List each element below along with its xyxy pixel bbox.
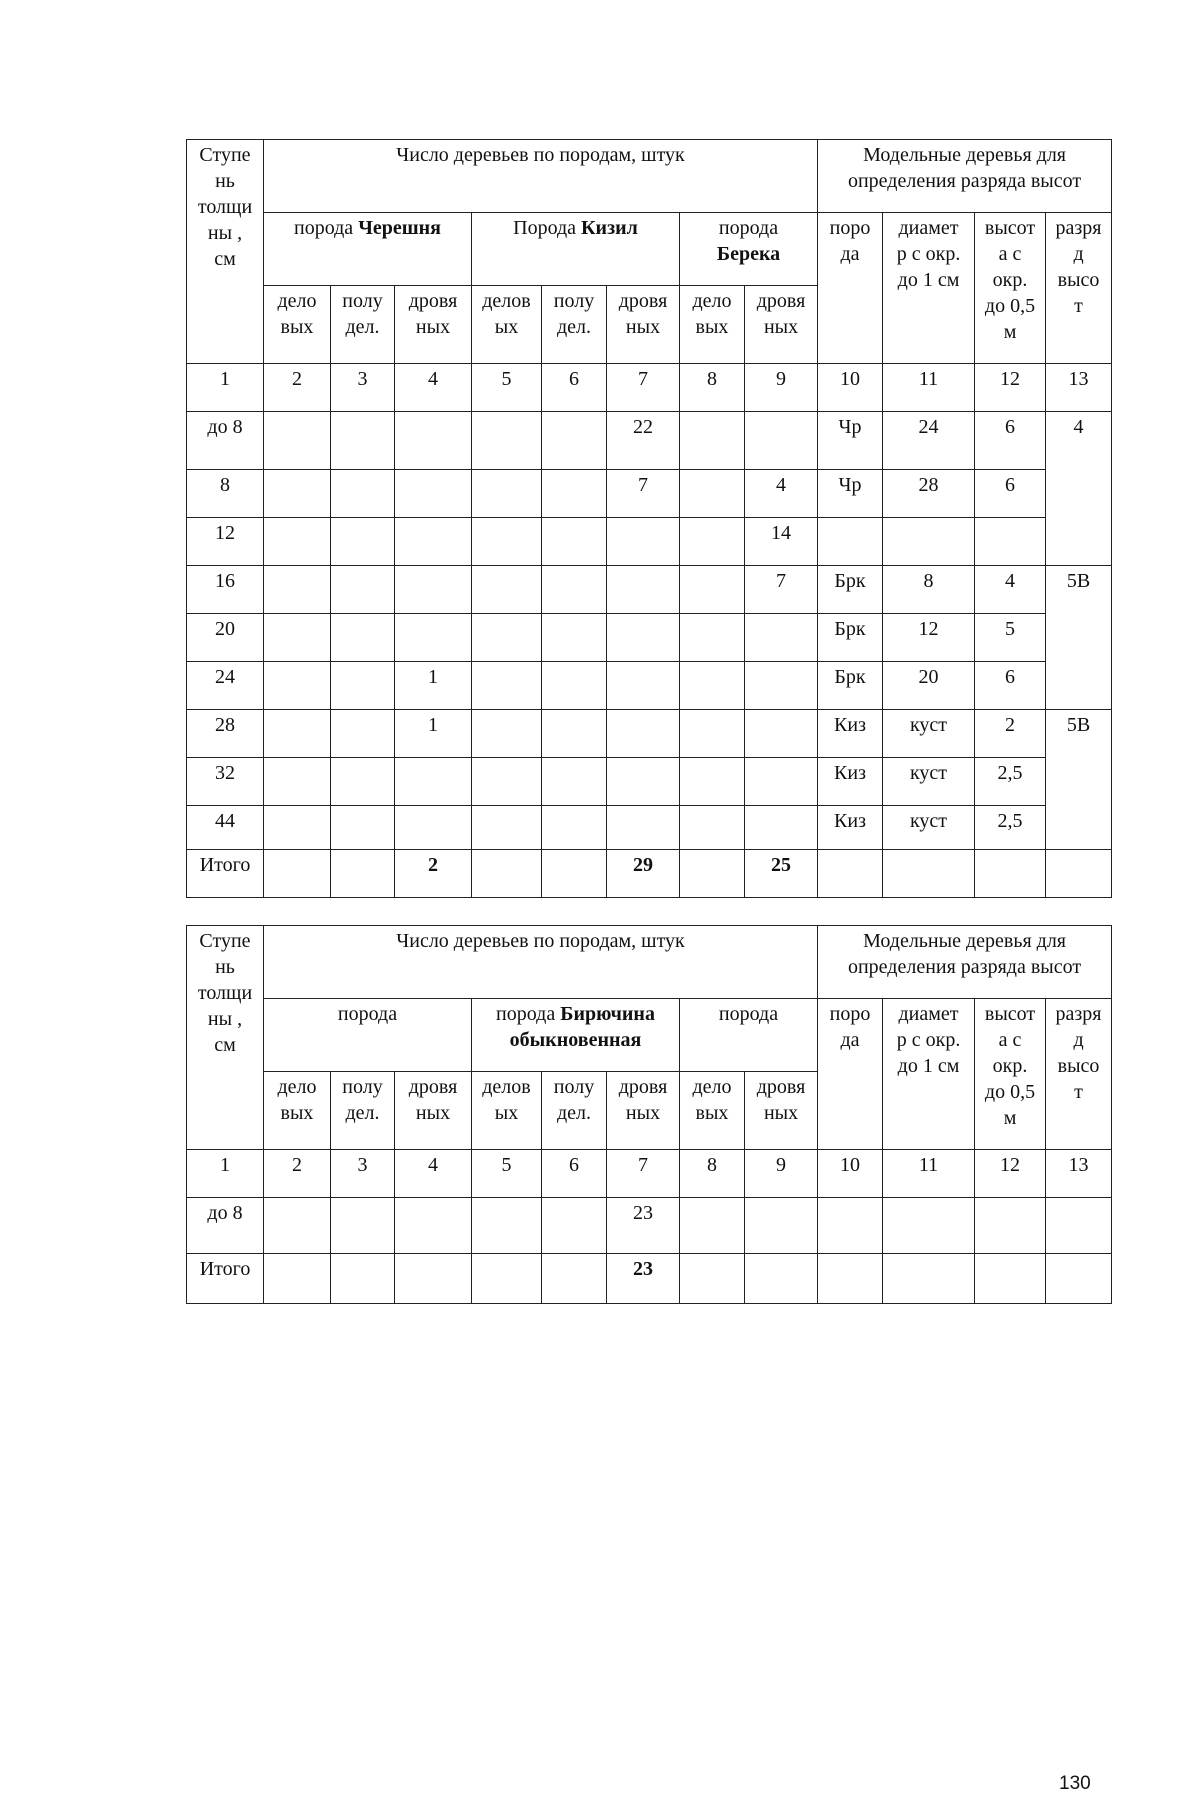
- count-cell: [264, 614, 331, 662]
- count-cell: 22: [607, 412, 680, 470]
- table-row: [187, 710, 1112, 758]
- count-cell: [331, 518, 395, 566]
- height-class: 4: [1046, 412, 1112, 566]
- count-cell: [331, 470, 395, 518]
- count-cell: [607, 806, 680, 850]
- header-poroda: поро да: [818, 213, 883, 364]
- total-cell: [745, 1254, 818, 1304]
- count-cell: [395, 518, 472, 566]
- count-cell: [745, 662, 818, 710]
- count-cell: 7: [745, 566, 818, 614]
- count-cell: [680, 470, 745, 518]
- count-cell: 23: [607, 1198, 680, 1254]
- count-cell: [472, 518, 542, 566]
- column-number: 2: [264, 364, 331, 412]
- model-species: Киз: [818, 806, 883, 850]
- count-cell: [472, 566, 542, 614]
- tree-count-table-1: [186, 139, 1112, 898]
- species-header-3: порода Берека: [680, 213, 818, 286]
- subheader-cell: дело вых: [264, 286, 331, 364]
- count-cell: [472, 758, 542, 806]
- column-number: 8: [680, 364, 745, 412]
- total-cell: [818, 850, 883, 898]
- species-header-3: порода: [680, 999, 818, 1072]
- total-label: Итого: [187, 1254, 264, 1304]
- count-cell: [680, 614, 745, 662]
- table-row: [187, 566, 1112, 614]
- count-cell: [472, 1198, 542, 1254]
- count-cell: [542, 662, 607, 710]
- model-species: Чр: [818, 412, 883, 470]
- table-row: [187, 662, 1112, 710]
- subheader-cell: дело вых: [264, 1072, 331, 1150]
- count-cell: [331, 662, 395, 710]
- total-cell: [1046, 850, 1112, 898]
- model-diameter: 8: [883, 566, 975, 614]
- count-cell: [331, 412, 395, 470]
- count-cell: [264, 662, 331, 710]
- count-cell: [472, 662, 542, 710]
- column-number: 1: [187, 364, 264, 412]
- count-cell: [472, 806, 542, 850]
- count-cell: [745, 710, 818, 758]
- column-number: 3: [331, 364, 395, 412]
- column-number-row: [187, 1150, 1112, 1198]
- model-height: 6: [975, 412, 1046, 470]
- column-number: 5: [472, 1150, 542, 1198]
- count-cell: [745, 614, 818, 662]
- model-diameter: 28: [883, 470, 975, 518]
- header-model-trees: Модельные деревья для определения разряда высот: [818, 140, 1112, 213]
- total-cell: [472, 1254, 542, 1304]
- total-label: Итого: [187, 850, 264, 898]
- subheader-cell: дровя ных: [395, 286, 472, 364]
- model-diameter: 12: [883, 614, 975, 662]
- count-cell: [607, 614, 680, 662]
- count-cell: [331, 758, 395, 806]
- species-header-1: порода: [264, 999, 472, 1072]
- subheader-cell: дело вых: [680, 286, 745, 364]
- count-cell: [607, 566, 680, 614]
- thickness-step: 8: [187, 470, 264, 518]
- subheader-cell: полу дел.: [331, 286, 395, 364]
- count-cell: [680, 806, 745, 850]
- total-row: [187, 1254, 1112, 1304]
- model-height: 5: [975, 614, 1046, 662]
- count-cell: [607, 662, 680, 710]
- model-height: 2,5: [975, 758, 1046, 806]
- column-number: 9: [745, 1150, 818, 1198]
- count-cell: [331, 1198, 395, 1254]
- total-cell: 25: [745, 850, 818, 898]
- count-cell: [745, 412, 818, 470]
- subheader-cell: полу дел.: [542, 286, 607, 364]
- count-cell: [395, 566, 472, 614]
- species-header-2: Порода Кизил: [472, 213, 680, 286]
- column-number: 4: [395, 1150, 472, 1198]
- count-cell: [472, 470, 542, 518]
- header-poroda: поро да: [818, 999, 883, 1150]
- count-cell: [542, 566, 607, 614]
- total-cell: [883, 1254, 975, 1304]
- count-cell: [542, 1198, 607, 1254]
- count-cell: [472, 412, 542, 470]
- count-cell: [680, 518, 745, 566]
- count-cell: [680, 710, 745, 758]
- header-tree-count: Число деревьев по породам, штук: [264, 140, 818, 213]
- count-cell: [680, 566, 745, 614]
- model-height: [975, 1198, 1046, 1254]
- model-height: 6: [975, 470, 1046, 518]
- count-cell: 1: [395, 662, 472, 710]
- total-cell: [680, 1254, 745, 1304]
- column-number: 5: [472, 364, 542, 412]
- thickness-step: 28: [187, 710, 264, 758]
- count-cell: [472, 710, 542, 758]
- column-number: 10: [818, 1150, 883, 1198]
- model-species: [818, 518, 883, 566]
- total-cell: [975, 850, 1046, 898]
- count-cell: [395, 806, 472, 850]
- subheader-cell: дровя ных: [607, 1072, 680, 1150]
- column-number: 12: [975, 1150, 1046, 1198]
- thickness-step: до 8: [187, 1198, 264, 1254]
- total-cell: [1046, 1254, 1112, 1304]
- column-number: 11: [883, 1150, 975, 1198]
- total-cell: [818, 1254, 883, 1304]
- model-species: Брк: [818, 566, 883, 614]
- total-cell: 23: [607, 1254, 680, 1304]
- height-class: 5В: [1046, 710, 1112, 850]
- model-height: 6: [975, 662, 1046, 710]
- count-cell: [745, 1198, 818, 1254]
- count-cell: [607, 518, 680, 566]
- column-number: 8: [680, 1150, 745, 1198]
- model-diameter: 20: [883, 662, 975, 710]
- total-cell: 2: [395, 850, 472, 898]
- thickness-step: 20: [187, 614, 264, 662]
- total-cell: 29: [607, 850, 680, 898]
- model-diameter: куст: [883, 806, 975, 850]
- total-cell: [542, 850, 607, 898]
- header-height-class: разря д высо т: [1046, 999, 1112, 1150]
- column-number: 7: [607, 1150, 680, 1198]
- table-row: [187, 470, 1112, 518]
- count-cell: [264, 758, 331, 806]
- header-height: высот а с окр. до 0,5 м: [975, 213, 1046, 364]
- count-cell: [472, 614, 542, 662]
- subheader-cell: дело вых: [680, 1072, 745, 1150]
- count-cell: [331, 710, 395, 758]
- column-number: 6: [542, 364, 607, 412]
- table-row: [187, 614, 1112, 662]
- count-cell: [680, 412, 745, 470]
- count-cell: [607, 758, 680, 806]
- thickness-step: до 8: [187, 412, 264, 470]
- column-number: 11: [883, 364, 975, 412]
- table-row: [187, 1198, 1112, 1254]
- count-cell: 7: [607, 470, 680, 518]
- header-height-class: разря д высо т: [1046, 213, 1112, 364]
- subheader-cell: дровя ных: [745, 286, 818, 364]
- count-cell: [542, 470, 607, 518]
- total-row: [187, 850, 1112, 898]
- count-cell: [331, 614, 395, 662]
- thickness-step: 24: [187, 662, 264, 710]
- column-number: 7: [607, 364, 680, 412]
- count-cell: [264, 470, 331, 518]
- model-diameter: куст: [883, 758, 975, 806]
- height-class: [1046, 1198, 1112, 1254]
- model-species: Чр: [818, 470, 883, 518]
- species-header-1: порода Черешня: [264, 213, 472, 286]
- total-cell: [395, 1254, 472, 1304]
- header-model-trees: Модельные деревья для определения разряда высот: [818, 926, 1112, 999]
- header-thickness-step: Ступе нь толщи ны , см: [187, 926, 264, 1150]
- total-cell: [264, 1254, 331, 1304]
- subheader-cell: дровя ных: [395, 1072, 472, 1150]
- count-cell: [680, 662, 745, 710]
- column-number: 13: [1046, 1150, 1112, 1198]
- header-diameter: диамет р с окр. до 1 см: [883, 213, 975, 364]
- model-diameter: куст: [883, 710, 975, 758]
- thickness-step: 16: [187, 566, 264, 614]
- count-cell: [680, 1198, 745, 1254]
- count-cell: [331, 806, 395, 850]
- count-cell: [264, 806, 331, 850]
- model-height: 4: [975, 566, 1046, 614]
- model-height: 2: [975, 710, 1046, 758]
- table-row: [187, 758, 1112, 806]
- column-number: 10: [818, 364, 883, 412]
- table-row: [187, 412, 1112, 470]
- count-cell: [264, 710, 331, 758]
- total-cell: [883, 850, 975, 898]
- count-cell: [264, 518, 331, 566]
- count-cell: [542, 758, 607, 806]
- model-species: Брк: [818, 662, 883, 710]
- total-cell: [331, 850, 395, 898]
- header-height: высот а с окр. до 0,5 м: [975, 999, 1046, 1150]
- count-cell: 1: [395, 710, 472, 758]
- total-cell: [472, 850, 542, 898]
- model-height: [975, 518, 1046, 566]
- model-diameter: [883, 518, 975, 566]
- header-diameter: диамет р с окр. до 1 см: [883, 999, 975, 1150]
- model-species: Киз: [818, 710, 883, 758]
- height-class: 5В: [1046, 566, 1112, 710]
- count-cell: [745, 758, 818, 806]
- thickness-step: 44: [187, 806, 264, 850]
- species-header-2: порода Бирючина обыкновенная: [472, 999, 680, 1072]
- header-thickness-step: Ступе нь толщи ны , см: [187, 140, 264, 364]
- count-cell: [745, 806, 818, 850]
- count-cell: [395, 1198, 472, 1254]
- count-cell: [542, 710, 607, 758]
- count-cell: [395, 412, 472, 470]
- model-species: Киз: [818, 758, 883, 806]
- total-cell: [975, 1254, 1046, 1304]
- count-cell: [264, 1198, 331, 1254]
- subheader-cell: делов ых: [472, 1072, 542, 1150]
- count-cell: [331, 566, 395, 614]
- subheader-cell: полу дел.: [331, 1072, 395, 1150]
- column-number: 13: [1046, 364, 1112, 412]
- page-number: 130: [1059, 1773, 1091, 1794]
- subheader-cell: дровя ных: [607, 286, 680, 364]
- tree-count-table-2: [186, 925, 1112, 1304]
- count-cell: 4: [745, 470, 818, 518]
- thickness-step: 32: [187, 758, 264, 806]
- column-number: 4: [395, 364, 472, 412]
- subheader-cell: делов ых: [472, 286, 542, 364]
- column-number: 1: [187, 1150, 264, 1198]
- count-cell: [542, 412, 607, 470]
- total-cell: [542, 1254, 607, 1304]
- header-tree-count: Число деревьев по породам, штук: [264, 926, 818, 999]
- column-number-row: [187, 364, 1112, 412]
- count-cell: [395, 614, 472, 662]
- count-cell: [395, 470, 472, 518]
- count-cell: [607, 710, 680, 758]
- column-number: 9: [745, 364, 818, 412]
- count-cell: [264, 566, 331, 614]
- total-cell: [331, 1254, 395, 1304]
- model-diameter: [883, 1198, 975, 1254]
- table-row: [187, 518, 1112, 566]
- table-row: [187, 806, 1112, 850]
- subheader-cell: полу дел.: [542, 1072, 607, 1150]
- count-cell: [542, 806, 607, 850]
- count-cell: [264, 412, 331, 470]
- column-number: 2: [264, 1150, 331, 1198]
- count-cell: [680, 758, 745, 806]
- column-number: 6: [542, 1150, 607, 1198]
- thickness-step: 12: [187, 518, 264, 566]
- model-species: Брк: [818, 614, 883, 662]
- subheader-cell: дровя ных: [745, 1072, 818, 1150]
- total-cell: [680, 850, 745, 898]
- count-cell: [542, 518, 607, 566]
- column-number: 12: [975, 364, 1046, 412]
- column-number: 3: [331, 1150, 395, 1198]
- total-cell: [264, 850, 331, 898]
- count-cell: [395, 758, 472, 806]
- model-diameter: 24: [883, 412, 975, 470]
- model-height: 2,5: [975, 806, 1046, 850]
- model-species: [818, 1198, 883, 1254]
- count-cell: [542, 614, 607, 662]
- count-cell: 14: [745, 518, 818, 566]
